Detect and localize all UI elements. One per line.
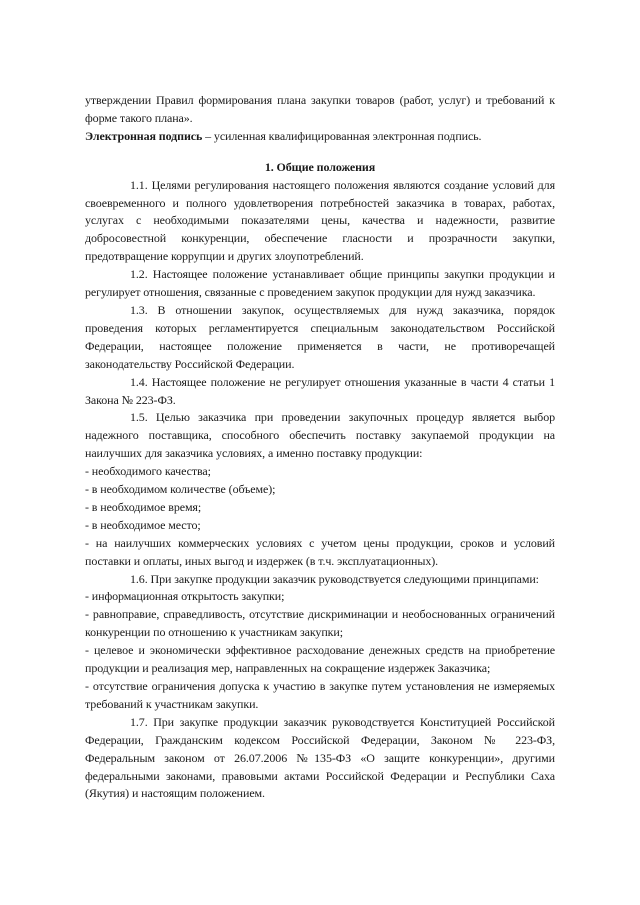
- list-1-5: [85, 463, 555, 570]
- intro-continuation: утверждении Правил формирования плана закупки товаров (работ, услуг) и требований к форме такого плана».: [85, 93, 555, 125]
- paragraph-1-7: 1.7. При закупке продукции заказчик руководствуется Конституцией Российской Федерации, Гражданским кодексом Российской Федерации, Законом № 223-ФЗ, Федеральным законом от 26.07.2006 №135-ФЗ «О защите конкуренции», другими федеральными законами, правовыми актами Российской Федерации и Республики Саха (Якутия) и настоящим положением.: [85, 714, 555, 801]
- list-item: - целевое и экономически эффективное расходование денежных средств на приобретение продукции и реализация мер, направленных на сокращение издержек Заказчика;: [85, 643, 555, 676]
- definition-text: – усиленная квалифицированная электронная подпись.: [202, 128, 482, 143]
- list-item: - необходимого качества;: [85, 464, 211, 479]
- paragraph-1-5: 1.5. Целью заказчика при проведении закупочных процедур является выбор надежного поставщика, способного обеспечить поставку закупаемой продукции на наилучших для заказчика условиях, а именно поставку продукции:: [85, 410, 555, 461]
- paragraph-1-6: 1.6. При закупке продукции заказчик руководствуется следующими принципами:: [130, 571, 539, 586]
- paragraph-1-3: 1.3. В отношении закупок, осуществляемых для нужд заказчика, порядок проведения которых регламентируется специальным законодательством Российской Федерации, настоящее положение применяется в части, не противоречащей законодательству Российской Федерации.: [85, 302, 555, 371]
- list-item: - в необходимое место;: [85, 517, 201, 532]
- definition-electronic-signature: [85, 128, 555, 146]
- list-item: - равноправие, справедливость, отсутствие дискриминации и необоснованных ограничений конкуренции по отношению к участникам закупки;: [85, 607, 555, 640]
- list-item: - отсутствие ограничения допуска к участию в закупке путем установления не измеряемых требований к участникам закупки.: [85, 679, 555, 711]
- list-item: - информационная открытость закупки;: [85, 589, 285, 604]
- section-heading: 1. Общие положения: [264, 159, 376, 174]
- paragraph-1-4: 1.4. Настоящее положение не регулирует отношения указанные в части 4 статьи 1 Закона № 223-ФЗ.: [85, 374, 555, 407]
- list-1-6: [85, 588, 555, 713]
- paragraph-1-2: 1.2. Настоящее положение устанавливает общие принципы закупки продукции и регулирует отношения, связанные с проведением закупок продукции для нужд заказчика.: [85, 267, 555, 300]
- list-item: - в необходимое время;: [85, 499, 202, 514]
- list-item: - на наилучших коммерческих условиях с учетом цены продукции, сроков и условий поставки и оплаты, иных выгод и издержек (в т.ч. эксплуатационных).: [85, 535, 555, 568]
- paragraph-1-1: 1.1. Целями регулирования настоящего положения являются создание условий для своевременного и полного удовлетворения потребностей заказчика в товарах, работах, услугах с необходимыми показателями цены, качества и надежности, развитие добросовестной конкуренции, обеспечение гласности и прозрачности закупки, предотвращение коррупции и других злоупотреблений.: [85, 177, 555, 264]
- document-page: [85, 92, 555, 803]
- list-item: - в необходимом количестве (объеме);: [85, 482, 276, 497]
- definition-term: Электронная подпись: [85, 128, 203, 143]
